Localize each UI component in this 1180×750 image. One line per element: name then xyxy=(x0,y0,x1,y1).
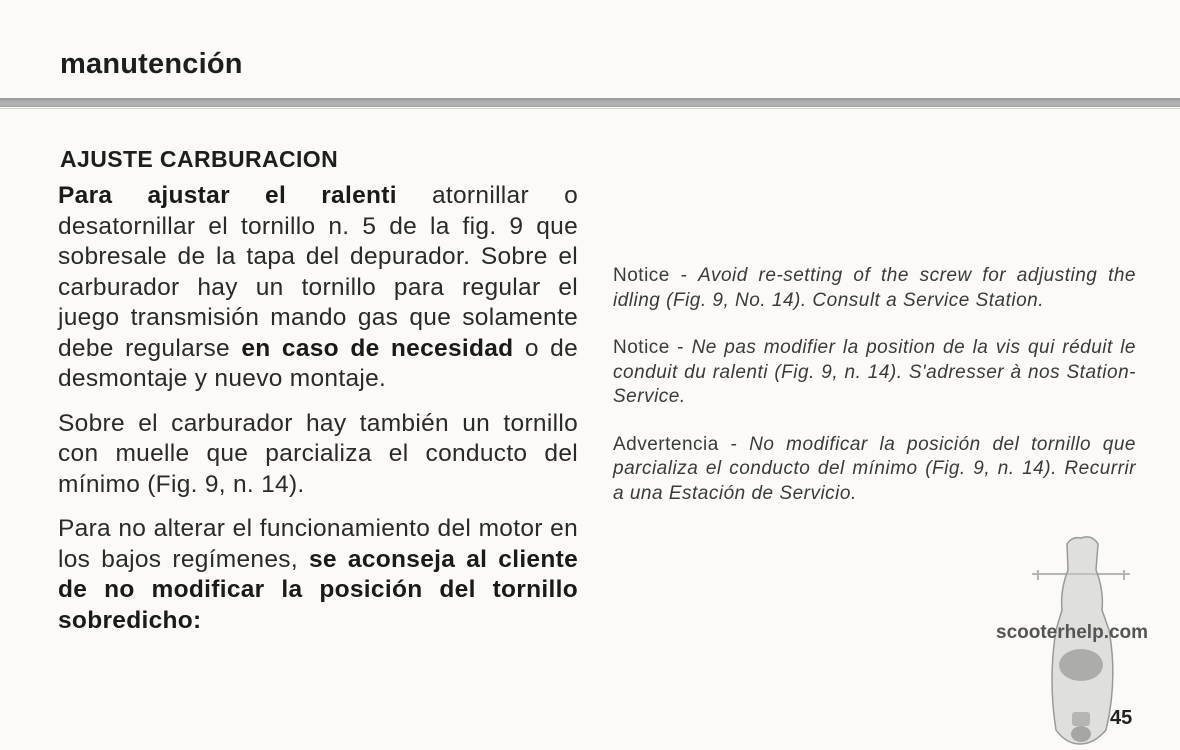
paragraph-text: Para no alterar el funcionamiento del motor en los bajos regímenes, xyxy=(58,515,578,573)
paragraph-warning xyxy=(58,514,578,636)
note-text: Avoid re-setting of the screw for adjusting the idling (Fig. 9, No. 14). Consult a Service Station. xyxy=(613,265,1136,311)
paragraph-text: atornillar o desatornillar el tornillo n. 5 de la fig. 9 que sobresale de la tapa del depurador. Sobre el carburador hay un tornillo para regular el juego transmisión mando gas que solamente debe regularse xyxy=(58,182,578,362)
note-label: Notice - xyxy=(613,265,699,286)
note-label: Notice - xyxy=(613,337,692,358)
watermark-text: scooterhelp.com xyxy=(996,622,1149,643)
page-title: manutención xyxy=(60,48,243,80)
paragraph-spring-screw: Sobre el carburador hay también un tornillo con muelle que parcializa el conducto del mínimo (Fig. 9, n. 14). xyxy=(58,409,578,498)
notes-column xyxy=(613,264,1136,529)
note-text: Ne pas modifier la position de la vis qui réduit le conduit du ralenti (Fig. 9, n. 14). S'adresser à nos Station-Service. xyxy=(613,337,1136,407)
paragraph-text-end: o de desmontaje y nuevo montaje. xyxy=(58,334,579,392)
note-spanish xyxy=(613,433,1136,507)
header-rule xyxy=(0,98,1180,107)
page-number: 45 xyxy=(1110,707,1133,729)
scooterhelp-watermark xyxy=(996,530,1170,750)
note-french xyxy=(613,336,1136,410)
main-column xyxy=(58,146,578,650)
note-english xyxy=(613,264,1136,313)
note-text: No modificar la posición del tornillo que parcializa el conducto del mínimo (Fig. 9, n. 14). Recurrir a una Estación de Servicio. xyxy=(613,433,1136,504)
paragraph-emphasis: se aconseja al cliente de no modificar la posición del tornillo sobredicho: xyxy=(58,545,579,634)
section-heading: AJUSTE CARBURACION xyxy=(60,146,339,172)
paragraph-lead-bold: Para ajustar el ralenti xyxy=(58,182,397,209)
note-label: Advertencia - xyxy=(613,433,750,455)
paragraph-idle-adjust xyxy=(58,181,578,395)
paragraph-emphasis: en caso de necesidad xyxy=(241,334,514,362)
